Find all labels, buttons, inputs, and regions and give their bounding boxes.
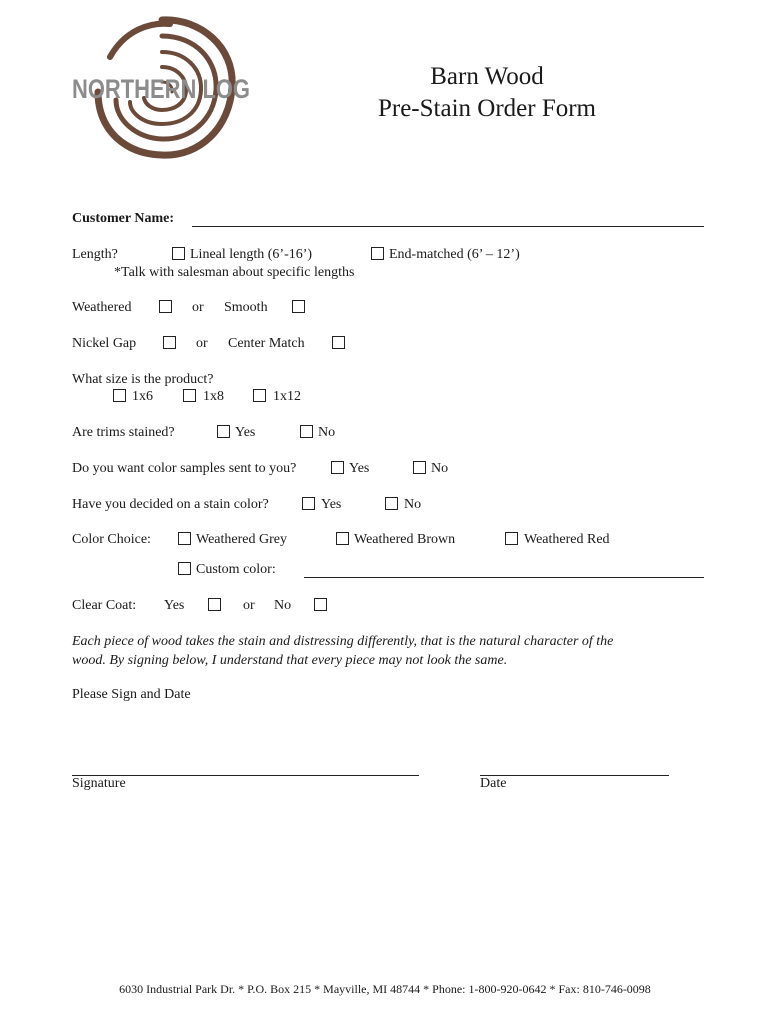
trims-label: Are trims stained? bbox=[72, 425, 175, 440]
trims-no-label: No bbox=[318, 425, 336, 440]
decided-yes-label: Yes bbox=[321, 497, 342, 512]
samples-label: Do you want color samples sent to you? bbox=[72, 461, 297, 476]
northern-log-logo bbox=[70, 12, 255, 162]
smooth-label: Smooth bbox=[224, 300, 268, 315]
customer-name-label: Customer Name: bbox=[72, 211, 174, 226]
finish-or: or bbox=[192, 300, 204, 315]
trims-yes-label: Yes bbox=[235, 425, 256, 440]
date-field[interactable] bbox=[480, 775, 669, 776]
samples-yes-label: Yes bbox=[349, 461, 370, 476]
weathered-brown-label: Weathered Brown bbox=[354, 532, 456, 547]
clear-coat-no-label: No bbox=[274, 598, 292, 613]
samples-yes-checkbox[interactable] bbox=[331, 461, 344, 474]
form-title-line1: Barn Wood bbox=[430, 63, 544, 90]
nickel-gap-label: Nickel Gap bbox=[72, 336, 137, 351]
disclaimer-line2: wood. By signing below, I understand that every piece may not look the same. bbox=[72, 653, 508, 668]
lineal-length-checkbox[interactable] bbox=[172, 247, 185, 260]
clear-coat-label: Clear Coat: bbox=[72, 598, 137, 613]
size-1x6-checkbox[interactable] bbox=[113, 389, 126, 402]
weathered-brown-checkbox[interactable] bbox=[336, 532, 349, 545]
custom-color-checkbox[interactable] bbox=[178, 562, 191, 575]
trims-yes-checkbox[interactable] bbox=[217, 425, 230, 438]
signature-label: Signature bbox=[72, 776, 126, 791]
color-choice-label: Color Choice: bbox=[72, 532, 151, 547]
size-label: What size is the product? bbox=[72, 372, 214, 387]
weathered-grey-checkbox[interactable] bbox=[178, 532, 191, 545]
logo-text: NORTHERN LOG bbox=[72, 74, 250, 104]
gap-or: or bbox=[196, 336, 208, 351]
decided-label: Have you decided on a stain color? bbox=[72, 497, 269, 512]
form-title-line2: Pre-Stain Order Form bbox=[377, 95, 597, 122]
decided-no-label: No bbox=[404, 497, 422, 512]
sign-prompt: Please Sign and Date bbox=[72, 687, 191, 702]
clear-coat-no-checkbox[interactable] bbox=[314, 598, 327, 611]
clear-coat-yes-checkbox[interactable] bbox=[208, 598, 221, 611]
custom-color-field[interactable] bbox=[304, 577, 704, 578]
size-1x8-checkbox[interactable] bbox=[183, 389, 196, 402]
length-label: Length? bbox=[72, 247, 118, 262]
size-1x6-label: 1x6 bbox=[132, 389, 153, 404]
size-1x8-label: 1x8 bbox=[203, 389, 224, 404]
weathered-red-label: Weathered Red bbox=[524, 532, 610, 547]
end-matched-checkbox[interactable] bbox=[371, 247, 384, 260]
disclaimer-line1: Each piece of wood takes the stain and distressing differently, that is the natural character of the bbox=[72, 634, 614, 649]
samples-no-checkbox[interactable] bbox=[413, 461, 426, 474]
clear-coat-or: or bbox=[243, 598, 255, 613]
clear-coat-yes-label: Yes bbox=[164, 598, 185, 613]
footer-contact: 6030 Industrial Park Dr. * P.O. Box 215 * Mayville, MI 48744 * Phone: 1-800-920-0642 * Fax: 810-746-0098 bbox=[119, 982, 651, 996]
weathered-label: Weathered bbox=[72, 300, 132, 315]
end-matched-label: End-matched (6’ – 12’) bbox=[389, 247, 520, 262]
decided-no-checkbox[interactable] bbox=[385, 497, 398, 510]
size-1x12-label: 1x12 bbox=[273, 389, 301, 404]
nickel-gap-checkbox[interactable] bbox=[163, 336, 176, 349]
custom-color-label: Custom color: bbox=[196, 562, 276, 577]
customer-name-field[interactable] bbox=[192, 226, 704, 227]
date-label: Date bbox=[480, 776, 507, 791]
samples-no-label: No bbox=[431, 461, 449, 476]
weathered-red-checkbox[interactable] bbox=[505, 532, 518, 545]
decided-yes-checkbox[interactable] bbox=[302, 497, 315, 510]
length-note: *Talk with salesman about specific lengths bbox=[114, 265, 355, 280]
center-match-label: Center Match bbox=[228, 336, 305, 351]
weathered-checkbox[interactable] bbox=[159, 300, 172, 313]
trims-no-checkbox[interactable] bbox=[300, 425, 313, 438]
smooth-checkbox[interactable] bbox=[292, 300, 305, 313]
center-match-checkbox[interactable] bbox=[332, 336, 345, 349]
size-1x12-checkbox[interactable] bbox=[253, 389, 266, 402]
weathered-grey-label: Weathered Grey bbox=[196, 532, 287, 547]
lineal-length-label: Lineal length (6’-16’) bbox=[190, 247, 313, 262]
